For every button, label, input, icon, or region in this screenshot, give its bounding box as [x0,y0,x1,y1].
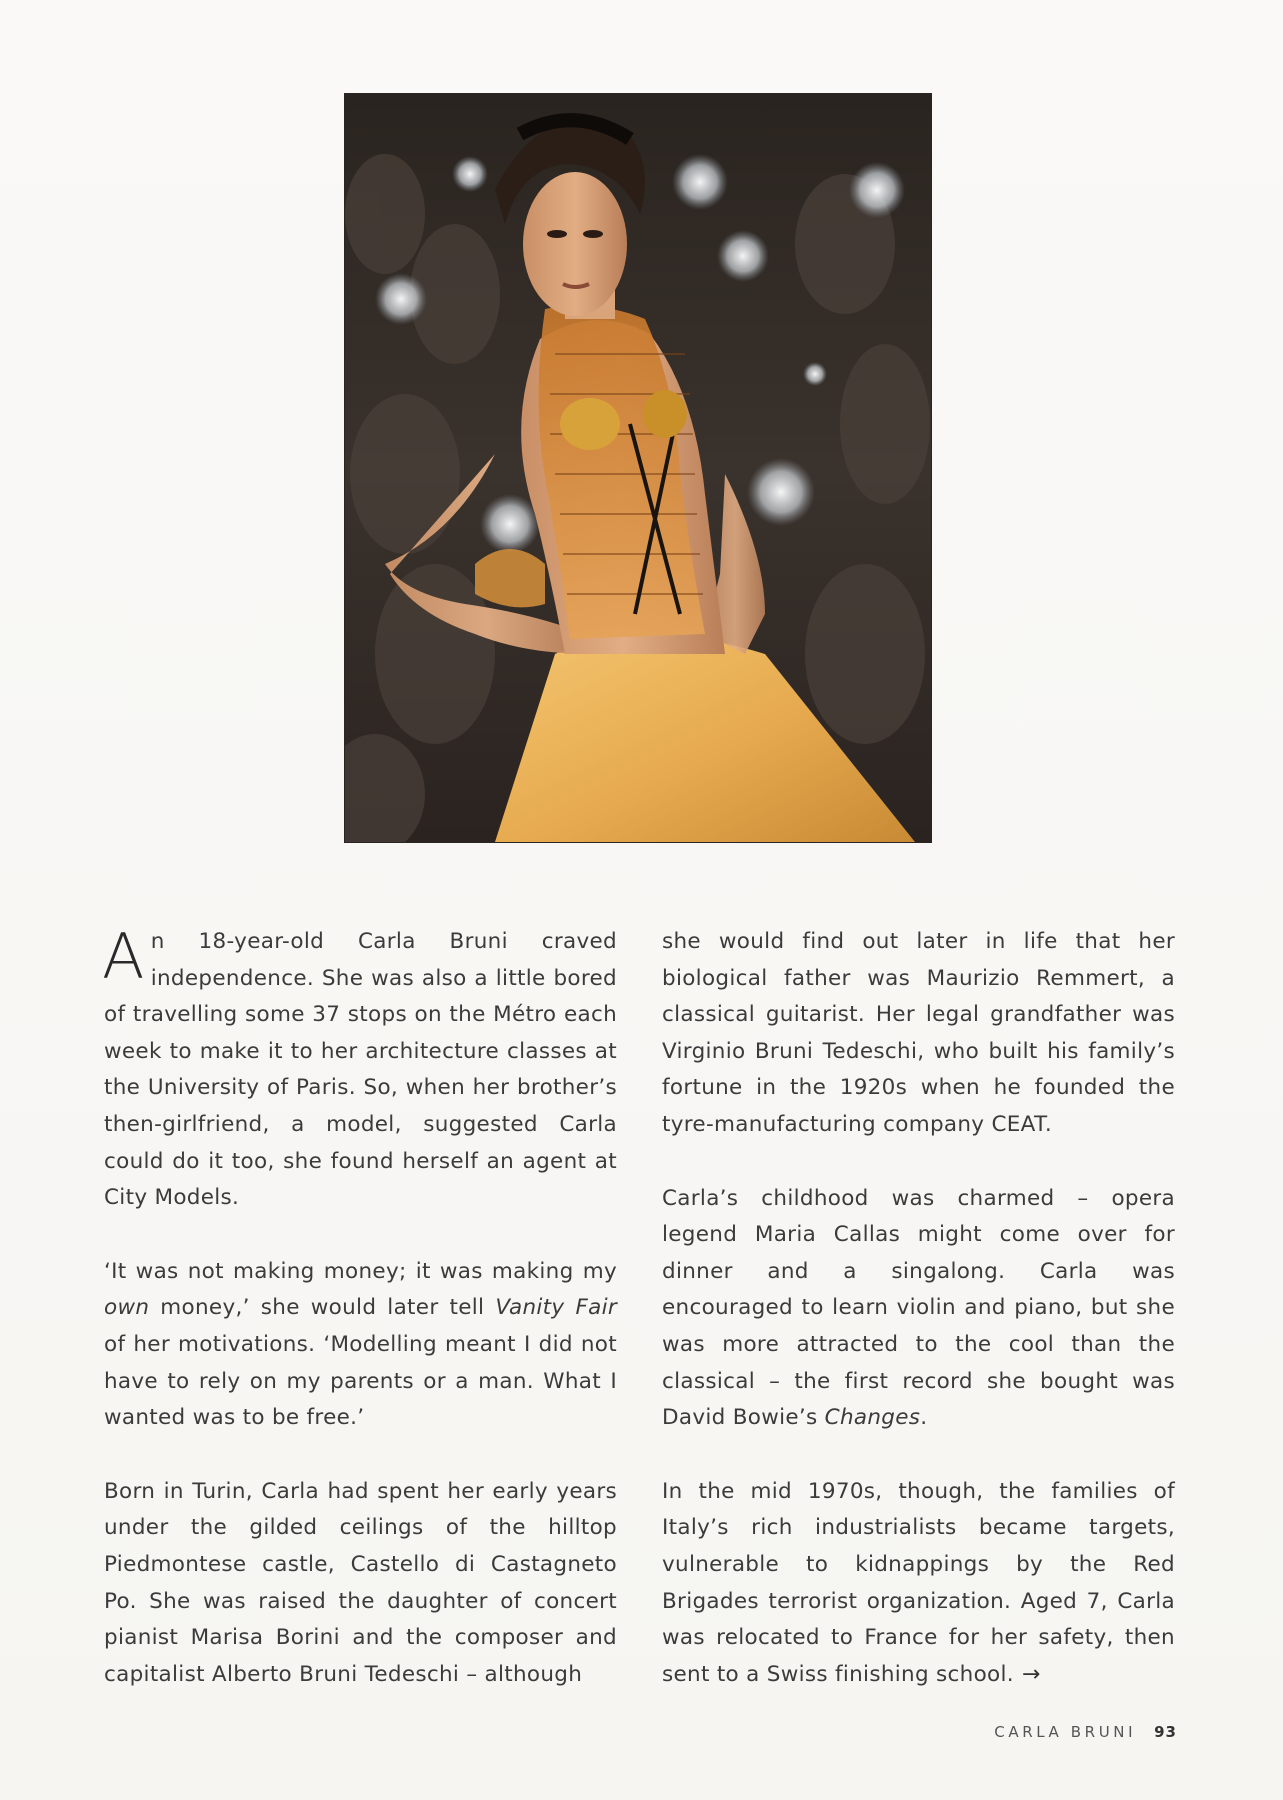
paragraph-intro [102,920,617,1217]
emphasis-record-title: Changes [824,1405,921,1431]
right-column [662,924,1175,1693]
running-title: CARLA BRUNI [994,1723,1137,1741]
emphasis-own: own [104,1295,150,1321]
paragraph-childhood [662,1181,1175,1437]
drop-cap: A [102,920,145,993]
paragraph-quote [104,1254,617,1437]
paragraph-early-years: Born in Turin, Carla had spent her early years under the gilded ceilings of the hilltop Piedmontese castle, Castello di Castagneto Po. She was raised the daughter of concert pianist Marisa Borini and the composer and capitalist Alberto Bruni Tedeschi – although [104,1478,617,1687]
text-run: . [920,1405,928,1431]
text-run: money,’ she would later tell [149,1295,496,1321]
runway-photo-illustration [345,94,931,842]
page-number: 93 [1154,1723,1177,1741]
page-footer [994,1723,1177,1741]
text-run: In the mid 1970s, though, the families of Italy’s rich industrialists became targets, vulnerable to kidnappings by the Red Brigades terrorist organization. Aged 7, Carla was relocated to France for her safety, then sent to a Swiss finishing school. [662,1478,1175,1687]
paragraph-relocation [662,1474,1175,1694]
text-run: ‘It was not making money; it was making my [104,1258,617,1284]
continue-arrow-icon: → [1021,1661,1041,1687]
text-run: Carla’s childhood was charmed – opera legend Maria Callas might come over for dinner and a singalong. Carla was encouraged to learn violin and piano, but she was more attracted to the cool than the classical – the first record she bought was David Bowie’s [662,1185,1175,1431]
text-run: of her motivations. ‘Modelling meant I did not have to rely on my parents or a man. What I wanted was to be free.’ [104,1331,617,1431]
paragraph-father: she would find out later in life that her biological father was Maurizio Remmert, a classical guitarist. Her legal grandfather was Virginio Bruni Tedeschi, who built his family’s fortune in the 1920s when he founded the tyre-manufacturing company CEAT. [662,929,1175,1137]
emphasis-publication: Vanity Fair [495,1295,617,1321]
left-column [102,920,617,1693]
runway-photo [345,94,931,842]
paragraph-intro-text: n 18-year-old Carla Bruni craved independence. She was also a little bored of travelling some 37 stops on the Métro each week to make it to her architecture classes at the University of Paris. So, when her brother’s then-girlfriend, a model, suggested Carla could do it too, she found herself an agent at City Models. [104,929,617,1211]
